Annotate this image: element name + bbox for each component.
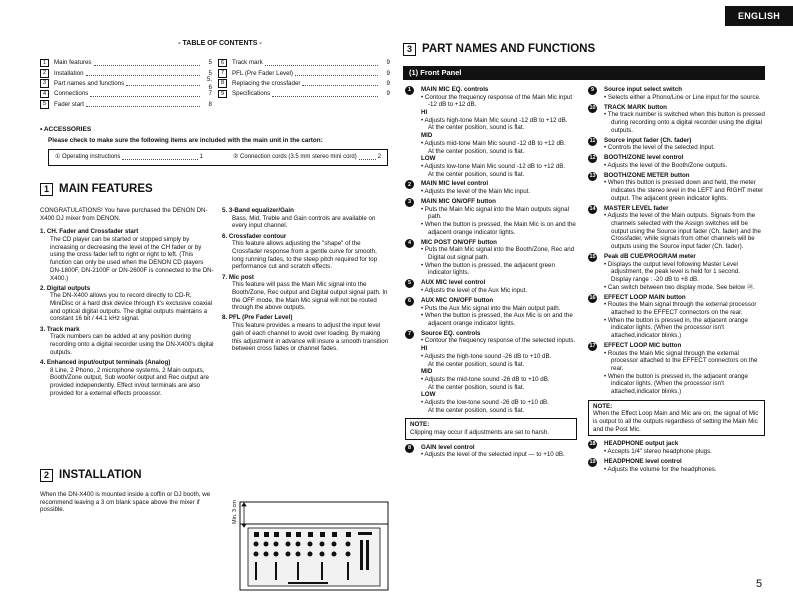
part-description: • Controls the level of the selected Input. [604,144,715,152]
part-number-badge: 15 [589,253,596,260]
part-item [588,86,765,101]
accessories-instruction: Please check to make sure the following items are included with the main unit in the carton: [48,137,323,144]
feature-title: 2. Digital outputs [40,284,91,292]
part-item [588,440,765,455]
toc-leader [94,61,201,66]
part-title: MAIN MIC EQ. controls [421,86,489,93]
feature-title: 3. Track mark [40,325,80,333]
part-item [588,154,765,169]
toc-label: Part names and functions [54,79,125,87]
note-title: NOTE: [593,402,613,410]
part-band-label: MID [421,132,433,140]
feature-body: The CD player can be started or stopped simply by increasing or decreasing the level of the CH fader or by using the cross fader left to right or right to left. (This function can only be used when the DENON CD players DN-1800F, DN-2100F or DN-2600F is connected to the DN-X400.) [50,236,214,282]
feature-item [222,314,390,352]
part-title: BOOTH/ZONE level control [604,154,684,162]
feature-title: 1. CH. Fader and Crossfader start [40,228,139,236]
part-title: HEADPHONE output jack [604,440,679,448]
part-number-badge: 14 [589,205,596,212]
part-band-label: HI [421,109,428,117]
note-box [405,418,577,439]
part-title: EFFECT LOOP MAIN button [604,293,686,301]
part-description: • Adjusts the level of the Main Mic input. [421,188,531,196]
toc-label: Fader start [54,100,84,108]
part-note-line: At the center position, sound is flat. [428,383,525,391]
toc-label: Main features [54,59,92,67]
feature-body: Bass, Mid, Treble and Gain controls are available on every input channel. [232,214,376,230]
part-title: AUX MIC level control [421,279,486,287]
toc-row[interactable] [40,68,212,78]
part-item [588,294,765,340]
clearance-label: Min. 3 cm [232,500,238,524]
part-description: • When the button is pressed, the Aux Mic is on and the adjacent orange indicator lights. [421,312,573,327]
toc-title: - TABLE OF CONTENTS - [178,40,262,47]
toc-number: 9 [218,90,227,99]
main-features-intro: CONGRATULATIONS! You have purchased the DENON DN-X400 DJ mixer from DENON. [40,207,208,222]
part-description: • Adjusts the high-tone sound -26 dB to +10 dB. [421,352,552,360]
part-description: • Adjusts the level of the Booth/Zone outputs. [604,161,728,169]
part-number-badge: 13 [589,172,596,179]
part-title: EFFECT LOOP MIC button [604,341,682,349]
note-body: Clipping may occur if adjustments are set to harsh. [410,429,549,436]
part-title: Peak dB CUE/PROGRAM meter [604,252,696,260]
note-box [588,400,765,437]
toc-label: Replacing the crossfader [232,79,301,87]
accessories-box [48,149,388,166]
toc-row[interactable] [40,99,212,109]
page-number: 5 [756,578,763,590]
toc-row[interactable] [218,58,390,68]
part-title: Source EQ. controls [421,329,481,337]
part-item [588,342,765,396]
toc-number: 8 [218,79,227,88]
clearance-arrow [242,503,246,527]
part-item [405,297,577,328]
part-item [405,330,577,415]
toc-leader [90,92,200,97]
toc-row[interactable] [40,58,212,68]
toc-number: 5 [40,100,49,109]
part-item [588,253,765,291]
part-title: MASTER LEVEL fader [604,204,669,212]
installation-body: When the DN-X400 is mounted inside a coffin or DJ booth, we recommend leaving a 3 cm blank space above the mixer if possible. [40,491,211,514]
feature-body: This feature provides a means to adjust the input level gain of each channel to avoid over loading. By making this adjustment in advance will insure a smooth transition between cross fades or channel fades. [232,322,389,353]
feature-body: 8 Line, 2 Phono, 2 microphone systems, 2 Main outputs, Booth/Zone output, Sub woofer output and Rec output are provided independently. Effect in/out terminals are also provided for a external effects processor. [50,366,209,397]
toc-row[interactable] [218,89,390,99]
toc-leader [265,61,378,66]
part-description: • Adjusts the volume for the headphones. [604,465,717,473]
accessory-item [55,154,203,161]
part-number-badge: 18 [589,441,596,448]
note-body: When the Effect Loop Main and Mic are on, the signal of Mic is output to all the outputs regardless of setting the Main Mic and the Post Mic. [593,410,759,433]
toc-row[interactable] [218,68,390,78]
part-item [405,279,577,294]
section-number: 1 [40,183,53,196]
part-band-label: MID [421,368,433,376]
section-number: 3 [403,43,416,56]
part-description: • Displays the output level following Master Level adjustment, the peak level is held for 1 second. [604,260,740,276]
toc-leader [295,71,378,76]
part-description: • Selects either a Phono/Line or Line input for the source. [604,93,761,101]
main-features-heading [40,182,153,196]
part-number-badge: 5 [405,279,414,288]
part-item [588,205,765,251]
part-number-badge: 10 [589,104,596,111]
part-note-line: At the center position, sound is flat. [428,170,525,178]
part-band-label: HI [421,345,428,353]
part-item [588,137,765,152]
language-tab: ENGLISH [725,6,793,26]
toc-right-column [218,58,390,99]
feature-body: The DN-X400 allows you to record directly to CD-R, MiniDisc or a hard disk device through it's exclusive coaxial and optical digital outputs. The digital outputs maintains a constant 16 bit / 44.1 kHz signal. [50,292,213,323]
part-band-label: LOW [421,155,436,163]
toc-leader [272,92,378,97]
toc-label: Specifications [232,90,271,98]
accessory-label: ② Connection cords (3.5 mm stereo mini cord) [233,153,357,160]
main-features-right [222,207,390,355]
part-item [405,180,577,195]
part-description: • Can switch between two display mode. See below ⑳. [604,283,755,291]
part-number-badge: 6 [405,297,414,306]
feature-body: Track numbers can be added at any position during recording onto a digital recorder using the DN-X400's digital outputs. [50,333,214,356]
accessory-qty: 2 [377,153,381,160]
toc-leader [86,102,200,107]
part-number-badge: 2 [405,180,414,189]
part-description: • Adjusts mid-tone Main Mic sound -12 dB to +12 dB. [421,139,566,147]
part-band-label: LOW [421,391,436,399]
part-number-badge: 7 [405,330,414,339]
toc-label: PFL (Pre Fader Level) [232,69,293,77]
toc-leader [126,81,200,86]
toc-row[interactable] [218,79,390,89]
part-number-badge: 11 [589,137,596,144]
installation-figure [226,500,390,592]
part-number-badge: 8 [405,444,414,453]
part-description: • Adjusts low-tone Main Mic sound -12 dB to +12 dB. [421,162,566,170]
part-title: MAIN MIC ON/OFF button [421,198,496,205]
part-names-heading [403,42,595,56]
feature-item [222,207,390,230]
part-number-badge: 9 [588,86,597,95]
part-title: MAIN MIC level control [421,180,489,188]
part-item [405,198,577,236]
part-title: Source input fader (Ch. fader) [604,136,692,144]
part-description: • Routes the Main signal through the external processor attached to the EFFECT connectors on the rear. [604,301,757,316]
part-description: • Accepts 1/4" stereo headphone plugs. [604,448,712,456]
part-note-line: At the center position, sound is flat. [428,406,525,414]
part-description: • Routes the Main Mic signal through the external processor attached to the EFFECT connectors on the rear. [604,349,758,372]
part-note-line: At the center position, sound is flat. [428,124,525,132]
part-item [588,458,765,473]
part-number-badge: 17 [589,342,596,349]
part-description: • Adjusts the mid-tone sound -26 dB to +10 dB. [421,375,550,383]
toc-page: 5 [208,69,212,77]
accessory-label: ① Operating instructions [55,153,121,160]
part-names-right-column [588,86,765,476]
part-description: • When the button is pressed in, the adjacent orange indicator lights. (When the processor isn't attached,indicator blinks.) [604,316,748,339]
accessory-item [233,154,381,161]
toc-page: 9 [386,69,390,77]
main-features-left [40,207,214,400]
feature-item [40,228,214,282]
section-number: 2 [40,469,53,482]
part-description: • Adjusts the low-tone sound -26 dB to +10 dB. [421,398,549,406]
part-description: • When the button is pressed, the adjacent green indicator lights. [421,261,555,277]
feature-item [40,326,214,357]
part-note-line: Display range : -20 dB to +8 dB. [611,275,699,283]
part-description: • When this button is pressed down and held, the meter indicates the stereo level in the LEFT and RIGHT meter output. The adjacent green indicator lights. [604,179,764,202]
front-panel-subheading: (1) Front Panel [403,66,765,80]
section-title: PART NAMES AND FUNCTIONS [422,43,596,55]
toc-page: 9 [386,79,390,87]
toc-page: 9 [386,90,390,98]
toc-leader [302,81,378,86]
part-title: Source input select switch [604,86,683,93]
part-title: HEADPHONE level control [604,457,682,465]
part-description: • When the button is pressed in, the adjacent orange indicator lights. (When the processor isn't attached,indicator blinks.) [604,372,748,395]
toc-page: 7 [208,90,212,98]
toc-number: 3 [40,79,49,88]
part-item [405,239,577,277]
feature-item [40,359,214,397]
feature-title: 7. Mic post [222,273,254,281]
part-description: • Puts the Aux Mic signal into the Main output path. [421,304,561,312]
part-description: • Puts the Main Mic signal into the Main outputs signal path. [421,205,569,221]
part-description: • Adjusts high-tone Main Mic sound -12 dB to +12 dB. [421,116,568,124]
toc-page: 5, 6 [206,76,212,91]
toc-page: 5 [208,59,212,67]
part-description: • Puts the Main Mic signal into the Booth/Zone, Rec and Digital out signal path. [421,246,575,261]
part-item [405,444,577,459]
feature-title: 4. Enhanced input/output terminals (Analog) [40,358,171,366]
part-item [405,86,577,178]
part-number-badge: 16 [589,294,596,301]
accessory-qty: 1 [199,153,203,160]
note-title: NOTE: [410,421,430,429]
feature-item [222,274,390,312]
toc-number: 4 [40,90,49,99]
feature-title: 6. Crossfader contour [222,232,287,240]
feature-item [40,285,214,323]
part-description: • Adjusts the level of the Main outputs. Signals from the channels selected with the Assign switches will be output using the Source input fader (Ch. fader) and the Crossfader, while signals from other channels will be outputs using the Source input fader (Ch. fader). [604,212,761,250]
part-title: AUX MIC ON/OFF button [421,296,494,304]
part-description: • When the button is pressed, the Main Mic is on and the adjacent orange indicator lights. [421,221,576,236]
part-title: GAIN level control [421,443,475,451]
part-number-badge: 12 [589,155,596,162]
toc-number: 7 [218,69,227,78]
feature-title: 8. PFL (Pre Fader Level) [222,314,293,322]
part-number-badge: 1 [405,86,414,95]
toc-leader [86,71,200,76]
part-number-badge: 4 [405,239,414,248]
part-description: • Contour the frequency response of the selected inputs. [421,337,576,345]
installation-heading [40,468,142,482]
toc-label: Connections [54,90,89,98]
part-item [588,172,765,203]
part-description: • Adjusts the level of the Aux Mic input. [421,286,528,294]
toc-page: 8 [208,100,212,108]
mixer-illustration [248,528,380,586]
feature-item [222,233,390,271]
part-item [588,104,765,135]
part-number-badge: 19 [589,459,596,466]
part-note-line: At the center position, sound is flat. [428,147,525,155]
part-title: BOOTH/ZONE METER button [604,171,690,179]
part-number-badge: 3 [405,198,414,207]
section-title: MAIN FEATURES [59,183,153,195]
toc-number: 1 [40,59,49,68]
accessories-title: • ACCESSORIES [40,126,92,133]
part-description: • Adjusts the level of the selected input — to +10 dB. [421,451,565,459]
feature-body: This feature allows adjusting the "shape" of the Crossfader response from a gentle curve for smooth, long running fades, to the steep pitch required for top performance cut and scratch effects. [232,240,378,271]
feature-title: 5. 3-Band equalizer/Gain [222,207,294,214]
toc-number: 6 [218,59,227,68]
toc-page: 9 [386,59,390,67]
toc-label: Track mark [232,59,263,67]
toc-left-column [40,58,212,109]
toc-row[interactable] [40,89,212,99]
part-title: MIC POST ON/OFF button [421,238,497,246]
part-names-left-column [405,86,577,461]
toc-label: Installation [54,69,84,77]
toc-number: 2 [40,69,49,78]
part-description: • Contour the frequency response of the Main Mic input -12 dB to +12 dB. [421,93,573,109]
toc-row[interactable] [40,76,212,91]
part-note-line: At the center position, sound is flat. [428,360,525,368]
part-description: • The track number is switched when this button is pressed during recording onto a digital recorder using the digital outputs. [604,111,765,134]
section-title: INSTALLATION [59,469,142,481]
feature-body: This feature will pass the Main Mic signal into the Booth/Zone, Rec output and Digital output signal path. In the OFF mode, the Main Mic signal will not be routed through the above outputs. [232,281,388,312]
part-title: TRACK MARK button [604,103,667,111]
